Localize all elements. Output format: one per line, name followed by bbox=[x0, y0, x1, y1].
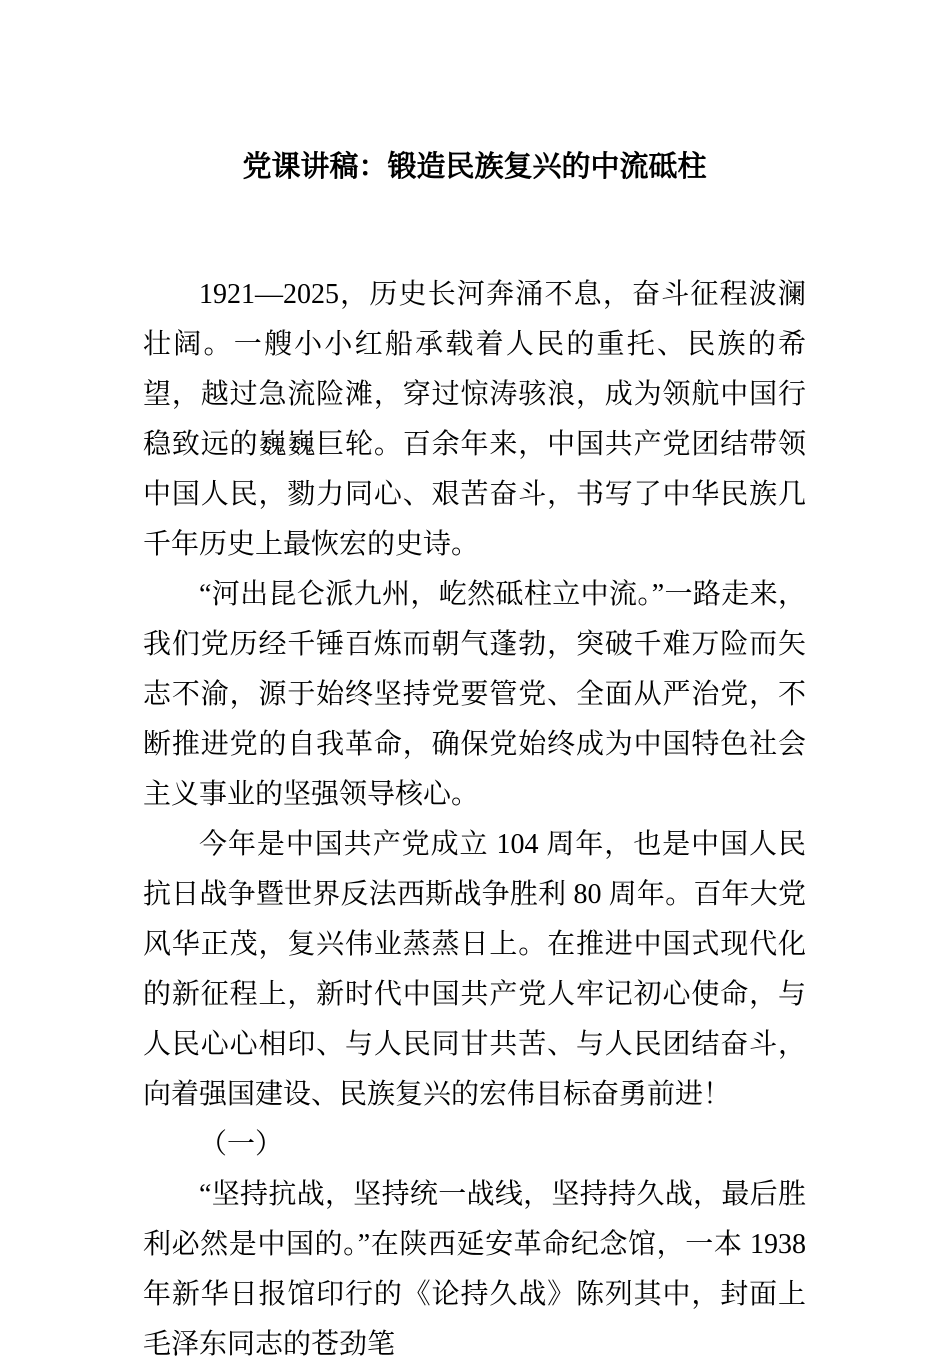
document-title: 党课讲稿：锻造民族复兴的中流砥柱 bbox=[242, 151, 707, 183]
paragraph: “坚持抗战，坚持统一战线，坚持持久战，最后胜利必然是中国的。”在陕西延安革命纪念馆，一本 1938 年新华日报馆印行的《论持久战》陈列其中，封面上毛泽东同志的苍劲笔 bbox=[143, 1179, 806, 1360]
paragraph: （一） bbox=[199, 1129, 284, 1160]
paragraph: “河出昆仑派九州，屹然砥柱立中流。”一路走来，我们党历经千锤百炼而朝气蓬勃，突破千难万险而矢志不渝，源于始终坚持党要管党、全面从严治党，不断推进党的自我革命，确保党始终成为中国特色社会主义事业的坚强领导核心。 bbox=[143, 579, 806, 810]
paragraph: 今年是中国共产党成立 104 周年，也是中国人民抗日战争暨世界反法西斯战争胜利 80 周年。百年大党风华正茂，复兴伟业蒸蒸日上。在推进中国式现代化的新征程上，新时代中国共产党人牢记初心使命，与人民心心相印、与人民同甘共苦、与人民团结奋斗，向着强国建设、民族复兴的宏伟目标奋勇前进！ bbox=[143, 829, 806, 1110]
document-body bbox=[143, 270, 806, 1370]
paragraph: 1921—2025，历史长河奔涌不息，奋斗征程波澜壮阔。一艘小小红船承载着人民的重托、民族的希望，越过急流险滩，穿过惊涛骇浪，成为领航中国行稳致远的巍巍巨轮。百余年来，中国共产党团结带领中国人民，勠力同心、艰苦奋斗，书写了中华民族几千年历史上最恢宏的史诗。 bbox=[143, 279, 806, 560]
